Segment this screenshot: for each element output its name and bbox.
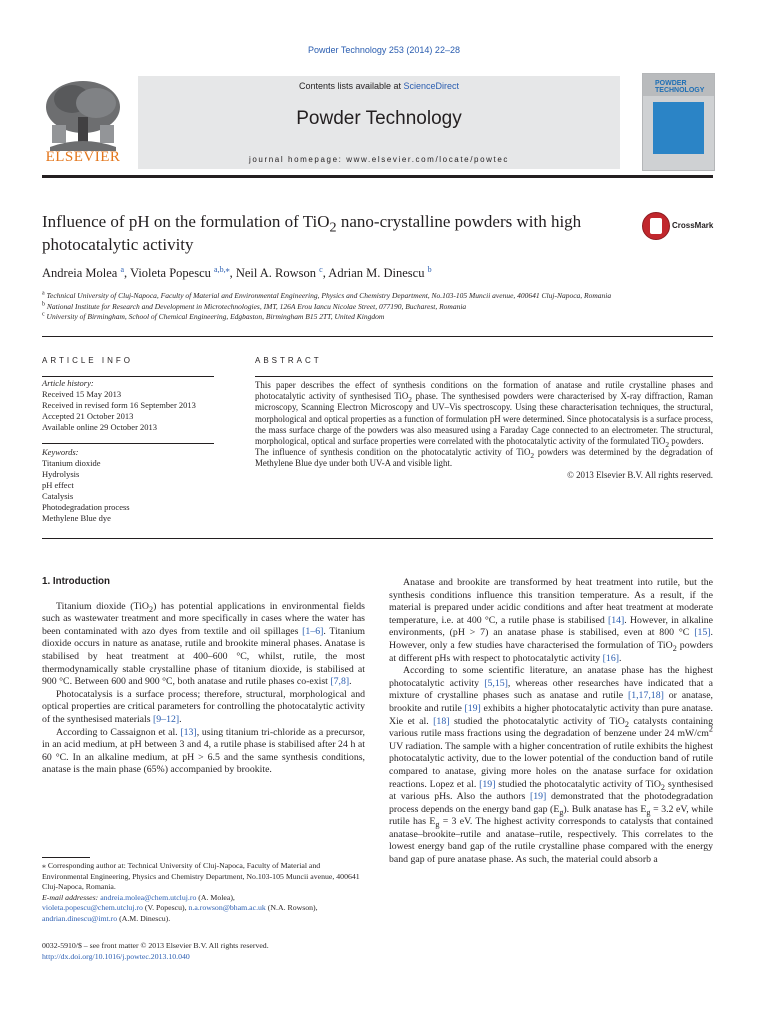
article-history [42,378,214,433]
crossmark-label: CrossMark [672,221,714,230]
email-owner: (V. Popescu), [142,903,189,912]
abstract-text-run: phase. The synthesised powders were characterised by X-ray diffraction, Raman microscopy, Scanning Electron Microscopy and UV–Vis spectroscopy. Using these characterisation techniques, the structural, morphological and optical properties as a function of formulation pH were determined. Since photocatalysis is a surface process, the mass surface charge of the powders was also measured using a Faraday Cage connected to an electrometer. The structural, morphological, optical and surface properties were correlated with the photocatalytic activity of the formulated TiO [255,391,713,447]
body-paragraph [42,727,365,777]
subscript: g [646,807,651,817]
contents-line [138,81,620,91]
title-part-2: nano-crystalline powders with high photocatalytic activity [42,212,582,254]
text-run: studied the photocatalytic activity of TiO [449,715,625,727]
abstract-text-run: The influence of synthesis condition on the photocatalytic activity of TiO [255,447,531,458]
text-run: or anatase, brookite and rutile [389,690,713,714]
subscript: 2 [624,719,629,729]
subscript: 2 [530,451,535,460]
text-run: . However, in alkaline environments, (pH > 7) an anatase phase is stabilised, even at 800 °C [389,614,714,639]
body-paragraph [389,577,713,665]
affiliation-mark: c [42,311,45,318]
superscript: 2 [708,724,713,734]
journal-homepage[interactable]: journal homepage: www.elsevier.com/locate/powtec [248,155,509,164]
affiliation-text: University of Birmingham, School of Chemical Engineering, Edgbaston, Birmingham B15 2TT, United Kingdom [46,312,385,321]
body-column-right [389,577,713,867]
author-name[interactable]: Violeta Popescu [130,266,211,280]
text-run: exhibits a higher photocatalytic activity than pure anatase. Xie et al. [389,702,713,727]
text-run: Titanium dioxide (TiO [56,600,149,612]
abstract-heading: ABSTRACT [255,356,322,365]
text-run: catalysts containing various rutile mass fractions using the degradation of benzene under 24 mW/cm [389,715,713,740]
author-name[interactable]: Adrian M. Dinescu [328,266,425,280]
text-run: According to some scientific literature, an anatase phase has the highest photocatalytic activity [389,665,713,689]
email-addresses [42,893,365,925]
author-affiliation-mark[interactable]: b [427,264,432,274]
author-separator: , [229,266,236,280]
citation-link[interactable]: [16] [602,652,619,664]
author-affiliation-mark[interactable]: a [120,264,125,274]
subscript: 2 [665,439,670,449]
issn-line: 0032-5910/$ – see front matter © 2013 Elsevier B.V. All rights reserved. [42,941,269,950]
keyword-item: pH effect [42,480,74,490]
cover-title-line-1: POWDER [655,80,687,87]
subscript: 2 [660,782,665,792]
abstract-paragraph [255,380,713,447]
body-column-left [42,576,365,777]
abstract-paragraph [255,447,713,469]
text-run: . [618,652,622,664]
crossmark-bookmark-icon [650,218,662,234]
affiliation-item [42,291,712,302]
text-run: , using titanium tri-chloride as a precursor, in an acid medium, at pH between 3 and 4, a rutile phase is stabilised after 24 h at 60 °C. In an alkaline medium, at pH > 6.5 and the same synthesis conditions, anatase is the main phase (65%) accompanied by brookite. [42,726,365,776]
citation-link[interactable]: [19] [529,791,547,803]
citation-link[interactable]: [9–12] [153,713,180,725]
journal-masthead [42,71,713,175]
email-link[interactable]: andreia.molea@chem.utcluj.ro [100,892,197,902]
email-owner: (A.M. Dinescu). [117,913,171,923]
journal-title: Powder Technology [296,108,462,129]
keyword-item: Hydrolysis [42,469,80,479]
text-run: According to Cassaignon et al. [56,726,181,738]
citation-link[interactable]: [19] [479,778,496,790]
text-run: Photocatalysis is a surface process; therefore, structural, morphological and optical properties are critical parameters for controlling the photocatalytic activity of the synthesised materials [42,688,365,725]
journal-reference-link[interactable]: Powder Technology 253 (2014) 22–28 [308,45,460,55]
history-item: Received 15 May 2013 [42,389,122,399]
email-link[interactable]: violeta.popescu@chem.utcluj.ro [42,903,143,912]
sciencedirect-link[interactable]: ScienceDirect [403,81,460,91]
affiliation-item [42,312,712,323]
email-link[interactable]: n.a.rowson@bham.ac.uk [188,903,266,912]
front-matter [42,940,365,962]
body-paragraph [42,689,365,727]
text-run: synthesised at various pHs. Also the authors [389,778,713,803]
affiliation-text: Technical University of Cluj-Napoca, Faculty of Material and Environmental Engineering, Physics and Chemistry Department, No.103-105 Muncii avenue, 400641 Cluj-Napoca, Romania [46,291,612,300]
citation-link[interactable]: [1–6] [302,625,324,637]
history-item: Available online 29 October 2013 [42,422,158,432]
text-run: Anatase and brookite are transformed by heat treatment into rutile, but the synthesis conditions influence this transition temperature. As a result, if the material is prepared under acidic conditions and after heat treatment at moderate temperature, i.e. at 400 °C, a rutile phase is stabilised [389,577,713,626]
citation-link[interactable]: [5,15] [484,677,508,689]
keywords-divider [42,443,214,444]
affiliation-item [42,302,712,313]
contents-prefix: Contents lists available at [298,81,404,91]
abstract-copyright: © 2013 Elsevier B.V. All rights reserved. [567,469,713,480]
keywords-label: Keywords: [42,447,79,457]
text-run: . Titanium dioxide occurs in nature as anatase, rutile and brookite mineral phases. Anatase is stabilised by heat treatment at 400–600 °C, whilst, rutile, the most thermodynamically stable crystalline phase of titanium dioxide, is stabilised at 900 °C. Between 600 and 900 °C, both anatase and rutile phases co-exist [42,625,365,688]
author-affiliation-mark[interactable]: c [319,264,323,274]
doi-link[interactable]: http://dx.doi.org/10.1016/j.powtec.2013.10.040 [42,952,190,961]
cover-title-line-2: TECHNOLOGY [655,87,705,94]
citation-link[interactable]: [1,17,18] [627,690,664,702]
footnote-divider [42,857,90,858]
subscript: g [435,820,440,830]
author-name[interactable]: Neil A. Rowson [235,266,317,280]
email-owner: (A. Molea), [196,892,235,902]
citation-link[interactable]: [15] [694,627,711,639]
keyword-item: Catalysis [42,491,74,501]
title-part-1: Influence of pH on the formulation of TiO [42,212,330,231]
article-info-divider [42,376,214,377]
subscript: g [559,807,564,817]
abstract-divider [255,376,713,377]
citation-link[interactable]: [13] [180,726,197,738]
title-subscript: 2 [329,219,337,236]
journal-header-box [138,76,620,169]
abstract-text [255,380,713,481]
affiliation-mark: a [42,290,45,297]
history-item: Received in revised form 16 September 2013 [42,400,196,410]
email-owner: (N.A. Rowson), [265,903,318,912]
text-run: ) has potential applications in environmental fields such as wastewater treatment and more specifically in cases where the water has been contaminated with azo dyes from textile and oil spillages [42,600,365,637]
text-run: demonstrated that the photodegradation process depends on the energy band gap (E [389,791,713,815]
affiliation-text: National Institute for Research and Development in Microtechnologies, IMT, 126A Erou Iancu Nicolae Street, 077190, Bucharest, Romania [46,301,467,311]
keyword-item: Photodegradation process [42,502,130,512]
subscript: 2 [408,394,412,404]
section-heading-introduction: 1. Introduction [42,576,111,587]
text-run: . [179,713,182,725]
footnotes [42,861,365,924]
text-run: . [349,676,352,688]
keywords [42,447,214,524]
text-run: . However, only a few studies have characterised the formulation of TiO [389,627,713,651]
abstract-text-run: powders was determined by the degradation of Methylene Blue dye under both UV-A and visible light. [255,447,713,469]
author-affiliation-mark[interactable]: a,b,⁎ [214,264,230,274]
keyword-item: Methylene Blue dye [42,513,111,523]
text-run: , whereas other researches have indicated that a mixture of crystalline phases such as anatase and rutile [389,677,714,702]
citation-link[interactable]: [7,8] [330,676,350,688]
crossmark-button[interactable] [642,212,714,240]
affiliation-list [42,291,712,323]
text-run: powders at different pHs with respect to photocatalytic activity [389,639,713,664]
article-info-heading: ARTICLE INFO [42,356,133,365]
abstract-text-run: This paper describes the effect of synthesis conditions on the formation of anatase and rutile crystalline phases and photocatalytic activity of synthesised TiO [255,380,713,402]
crossmark-icon [642,212,670,240]
body-paragraph [42,601,365,689]
history-label: Article history: [42,378,94,388]
affiliation-mark: b [42,301,45,307]
citation-link[interactable]: [18] [433,715,450,727]
author-separator: , [322,266,329,280]
email-link[interactable]: andrian.dinescu@imt.ro [42,913,118,923]
cover-graphic [653,102,704,154]
text-run: = 3 eV. The highest activity corresponds to catalysts that contained anatase–brookite–rutile and anatase–rutile, respectively. This correlates to the lowest energy band gap of the rutile crystalline phase compared with the energy band gap of pure anatase phase. As such, the material could absorb a [389,816,713,866]
history-item: Accepted 21 October 2013 [42,411,134,421]
cover-title [655,80,704,94]
elsevier-wordmark: ELSEVIER [45,149,121,165]
article-title [42,210,622,256]
keyword-item: Titanium dioxide [42,458,101,468]
subscript: 2 [149,604,154,614]
journal-cover-thumbnail[interactable] [642,73,715,171]
body-paragraph [389,665,713,867]
text-run: ). Bulk anatase has E [563,803,647,815]
text-run: UV radiation. The sample with a higher concentration of rutile exhibits the highest photocatalytic activity, due to the lower potential of the conduction band of rutile compared to anatase, giving more holes on the anatase surface for oxidation reactions. Lopez et al. [389,740,713,790]
email-label: E-mail addresses: [42,892,101,902]
text-run: = 3.2 eV, while rutile has E [389,803,713,828]
author-name[interactable]: Andreia Molea [42,266,118,280]
author-separator: , [124,266,131,280]
abstract-text-run: powders. [669,436,704,447]
title-divider [42,336,713,337]
text-run: studied the photocatalytic activity of TiO [495,778,661,790]
author-list [42,266,712,281]
citation-link[interactable]: [19] [464,702,481,714]
header-divider [42,175,713,178]
abstract-bottom-divider [42,538,713,539]
corresponding-author-note: ⁎ Corresponding author at: Technical University of Cluj-Napoca, Faculty of Material and Environmental Engineering, Physics and Chemistry Department, No.103-105 Muncii avenue, 400641 Cluj-Napoca, Romania. [42,861,360,891]
citation-link[interactable]: [14] [607,614,625,626]
subscript: 2 [672,643,677,653]
